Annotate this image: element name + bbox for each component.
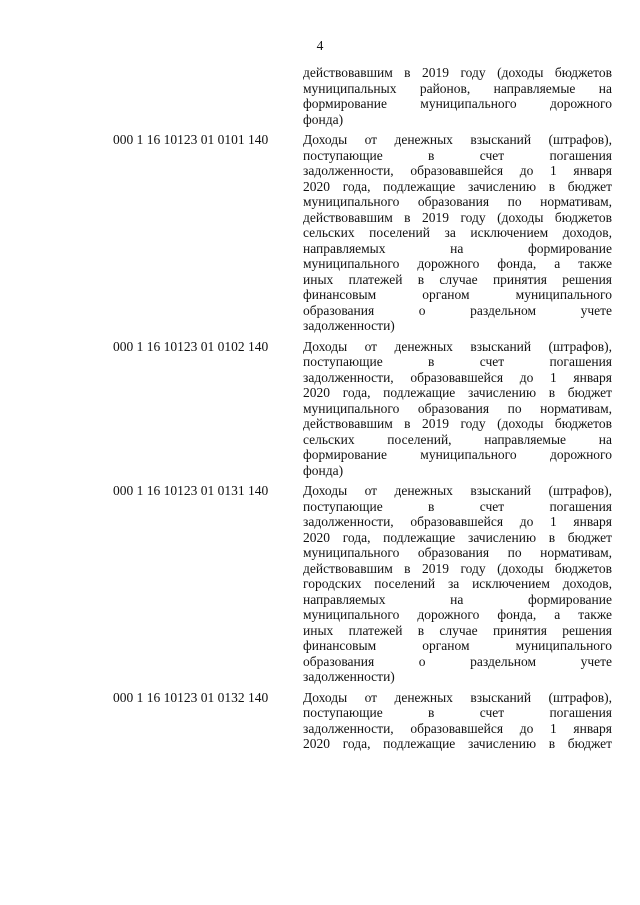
description-line: Доходы от денежных взысканий (штрафов),: [303, 338, 612, 354]
description-line: городских поселений за исключением доходов,: [303, 576, 612, 591]
description-line: формирование муниципального дорожного: [303, 96, 612, 111]
description-line: задолженности, образовавшейся до 1 января: [303, 163, 612, 178]
description-line: поступающие в счет погашения: [303, 354, 612, 369]
row-description: [303, 339, 612, 479]
description-line: Доходы от денежных взысканий (штрафов),: [303, 689, 612, 705]
description-line: направляемых на формирование: [303, 591, 612, 607]
description-line: действовавшим в 2019 году (доходы бюджетов: [303, 416, 612, 431]
description-line: Доходы от денежных взысканий (штрафов),: [303, 483, 612, 498]
description-line: образования о раздельном учете: [303, 302, 612, 318]
row-description: [303, 690, 612, 752]
description-line: задолженности, образовавшейся до 1 января: [303, 514, 612, 529]
description-line: финансовым органом муниципального: [303, 287, 612, 302]
description-line: муниципального образования по нормативам,: [303, 545, 612, 560]
description-line: поступающие в счет погашения: [303, 705, 612, 720]
description-line: 2020 года, подлежащие зачислению в бюджет: [303, 385, 612, 400]
table-row: [113, 339, 613, 479]
description-line: действовавшим в 2019 году (доходы бюджетов: [303, 209, 612, 225]
description-line: задолженности): [303, 669, 395, 684]
description-line: муниципального образования по нормативам,: [303, 400, 612, 416]
description-line: задолженности, образовавшейся до 1 января: [303, 720, 612, 736]
description-line: муниципальных районов, направляемые на: [303, 80, 612, 96]
description-line: образования о раздельном учете: [303, 653, 612, 669]
row-description: [303, 65, 612, 127]
description-line: Доходы от денежных взысканий (штрафов),: [303, 132, 612, 147]
description-line: задолженности): [303, 318, 395, 333]
description-line: направляемых на формирование: [303, 240, 612, 256]
row-code: 000 1 16 10123 01 0102 140: [113, 338, 269, 354]
row-code: 000 1 16 10123 01 0132 140: [113, 689, 269, 705]
description-line: 2020 года, подлежащие зачислению в бюджет: [303, 736, 612, 751]
description-line: 2020 года, подлежащие зачислению в бюджет: [303, 178, 612, 194]
table-row: [113, 132, 613, 334]
row-code: 000 1 16 10123 01 0131 140: [113, 483, 269, 498]
description-line: формирование муниципального дорожного: [303, 447, 612, 462]
table-row: [113, 690, 613, 752]
page-number: 4: [316, 38, 324, 53]
description-line: фонда): [303, 111, 344, 127]
description-line: сельских поселений за исключением доходов,: [303, 225, 612, 240]
description-line: финансовым органом муниципального: [303, 638, 612, 653]
description-line: 2020 года, подлежащие зачислению в бюджет: [303, 529, 612, 545]
table-row: [113, 483, 613, 685]
description-line: поступающие в счет погашения: [303, 498, 612, 514]
description-line: поступающие в счет погашения: [303, 147, 612, 163]
description-line: муниципального дорожного фонда, а также: [303, 256, 612, 271]
description-line: иных платежей в случае принятия решения: [303, 271, 612, 287]
description-line: действовавшим в 2019 году (доходы бюджетов: [303, 560, 612, 576]
description-line: сельских поселений, направляемые на: [303, 431, 612, 447]
revenue-codes-table: [113, 65, 613, 752]
description-line: действовавшим в 2019 году (доходы бюджетов: [303, 65, 612, 80]
table-row: [113, 65, 613, 127]
description-line: муниципального дорожного фонда, а также: [303, 607, 612, 622]
row-code: 000 1 16 10123 01 0101 140: [113, 132, 269, 147]
row-description: [303, 483, 612, 685]
description-line: задолженности, образовавшейся до 1 января: [303, 369, 612, 385]
description-line: иных платежей в случае принятия решения: [303, 622, 612, 638]
description-line: муниципального образования по нормативам,: [303, 194, 612, 209]
description-line: фонда): [303, 462, 344, 478]
row-description: [303, 132, 612, 334]
